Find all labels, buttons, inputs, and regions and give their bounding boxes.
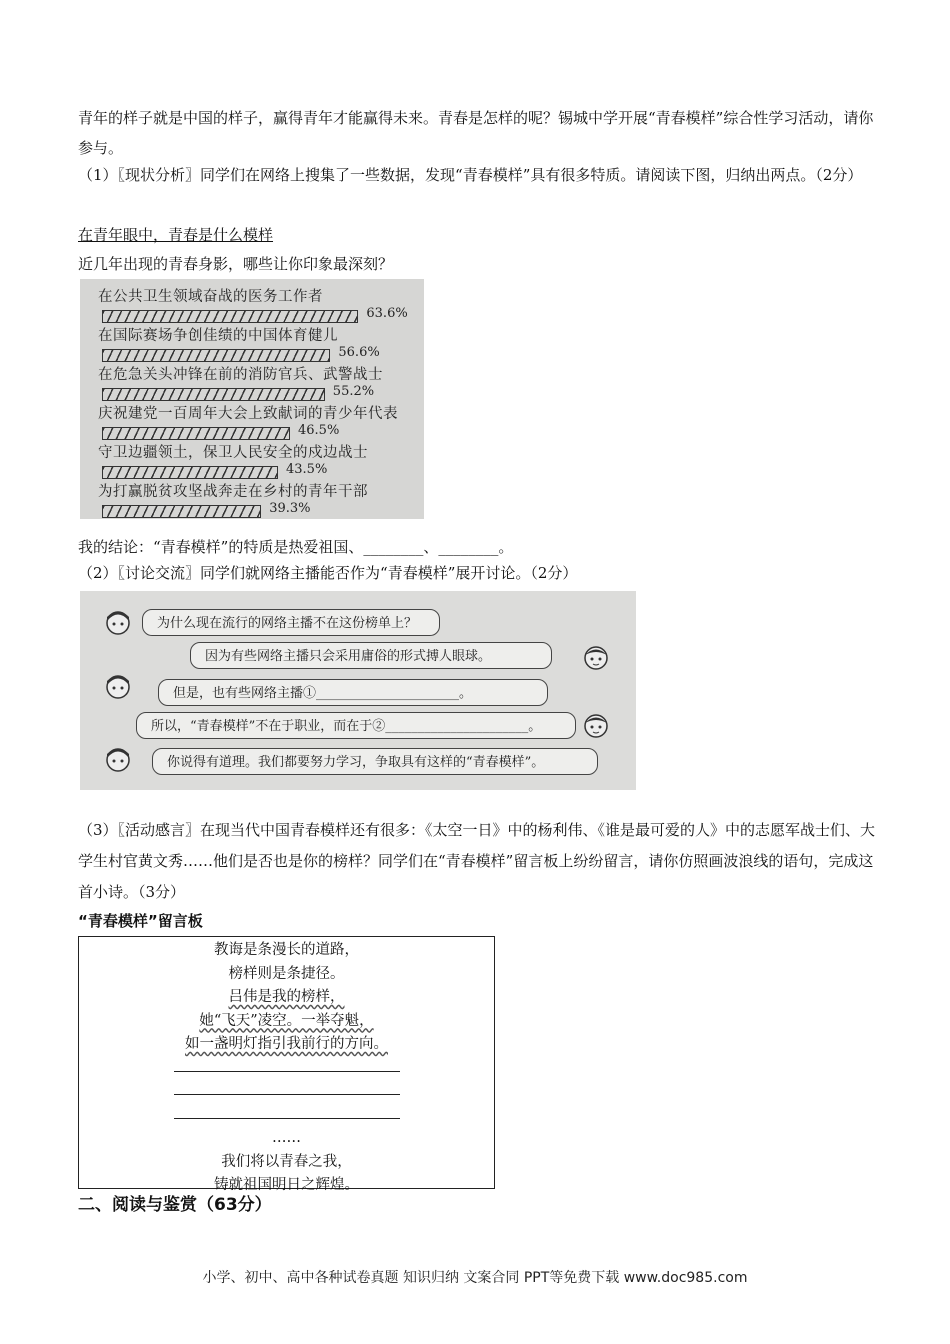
bar-value-label: 55.2%: [332, 384, 375, 399]
poem-wavy-line: 她“飞天”凌空。一举夺魁，: [199, 1012, 374, 1029]
section-2-heading: 二、阅读与鉴赏（63分）: [78, 1195, 272, 1215]
page-footer: 小学、初中、高中各种试卷真题 知识归纳 文案合同 PPT等免费下载 www.doc985.com: [202, 1270, 748, 1286]
poem-blank-line: [174, 1106, 400, 1119]
poem-ellipsis: ……: [272, 1130, 301, 1146]
chart-title: 在青年眼中，青春是什么模样: [78, 226, 274, 244]
bar: [102, 310, 358, 323]
bar: [102, 388, 325, 401]
poem-wavy-line: 如一盏明灯指引我前行的方向。: [185, 1036, 388, 1052]
dialogue-bubble-4: 所以，“青春模样”不在于职业，而在于②______________________。: [136, 712, 576, 739]
bar-item: [98, 324, 380, 363]
dialogue-bubble-3: 但是，也有些网络主播①______________________。: [158, 679, 548, 706]
student-face-icon: [104, 608, 132, 636]
student-face-icon: [582, 643, 610, 671]
discussion-image: [80, 591, 636, 790]
bar-category-label: 守卫边疆领土，保卫人民安全的戍边战士: [98, 445, 368, 461]
poem-line: 我们将以青春之我，: [221, 1153, 352, 1170]
bar: [102, 466, 278, 479]
survey-bar-chart: [80, 279, 424, 519]
conclusion-line: 我的结论：“青春模样”的特质是热爱祖国、________、________。: [78, 538, 514, 556]
student-face-icon: [582, 711, 610, 739]
bar-category-label: 在危急关头冲锋在前的消防官兵、武警战士: [98, 367, 383, 383]
bar-item: [98, 363, 383, 402]
bar-item: [98, 402, 398, 441]
poem-blank-line: [174, 1059, 400, 1072]
bar-value-label: 39.3%: [269, 501, 311, 516]
poem-blank-line: [174, 1082, 400, 1095]
bar-category-label: 庆祝建党一百周年大会上致献词的青少年代表: [98, 406, 398, 422]
chart-question: 近几年出现的青春身影，哪些让你印象最深刻？: [78, 255, 394, 273]
intro-paragraph: 青年的样子就是中国的样子，赢得青年才能赢得未来。青春是怎样的呢？锡城中学开展“青春模样”综合性学习活动，请你参与。: [78, 109, 874, 157]
bar-category-label: 在公共卫生领域奋战的医务工作者: [98, 289, 323, 305]
student-face-icon: [104, 672, 132, 700]
poem-line: 铸就祖国明日之辉煌。: [214, 1177, 359, 1193]
dialogue-bubble-5: 你说得有道理。我们都要努力学习，争取具有这样的“青春模样”。: [152, 748, 598, 775]
bar-item: [98, 285, 408, 324]
bar-item: [98, 441, 368, 480]
bar: [102, 427, 290, 440]
question-2: （2）〖讨论交流〗同学们就网络主播能否作为“青春模样”展开讨论。（2分）: [78, 564, 578, 582]
dialogue-bubble-1: 为什么现在流行的网络主播不在这份榜单上？: [142, 609, 440, 636]
bar-value-label: 46.5%: [298, 423, 340, 438]
message-board: [78, 936, 495, 1193]
bar-category-label: 为打赢脱贫攻坚战奔走在乡村的青年干部: [98, 484, 368, 500]
bar-value-label: 63.6%: [366, 306, 408, 321]
bar: [102, 505, 261, 518]
bar-value-label: 43.5%: [286, 462, 328, 477]
poem-wavy-line: 吕伟是我的榜样，: [228, 989, 345, 1005]
poem-line: 教诲是条漫长的道路，: [214, 942, 359, 958]
board-title: “青春模样”留言板: [78, 912, 203, 930]
question-1: （1）〖现状分析〗同学们在网络上搜集了一些数据，发现“青春模样”具有很多特质。请阅读下图，归纳出两点。（2分）: [78, 166, 863, 184]
bar-value-label: 56.6%: [338, 345, 380, 360]
bar-item: [98, 480, 368, 519]
dialogue-bubble-2: 因为有些网络主播只会采用庸俗的形式搏人眼球。: [190, 642, 552, 669]
student-face-icon: [104, 745, 132, 773]
question-3: （3）〖活动感言〗在现当代中国青春模样还有很多：《太空一日》中的杨利伟、《谁是最可爱的人》中的志愿军战士们、大学生村官黄文秀……他们是否也是你的榜样？同学们在“青春模样”留言板上纷纷留言，请你仿照画波浪线的语句，完成这首小诗。（3分）: [78, 821, 876, 901]
bar: [102, 349, 330, 362]
poem-line: 榜样则是条捷径。: [228, 965, 345, 982]
bar-category-label: 在国际赛场争创佳绩的中国体育健儿: [98, 328, 338, 344]
